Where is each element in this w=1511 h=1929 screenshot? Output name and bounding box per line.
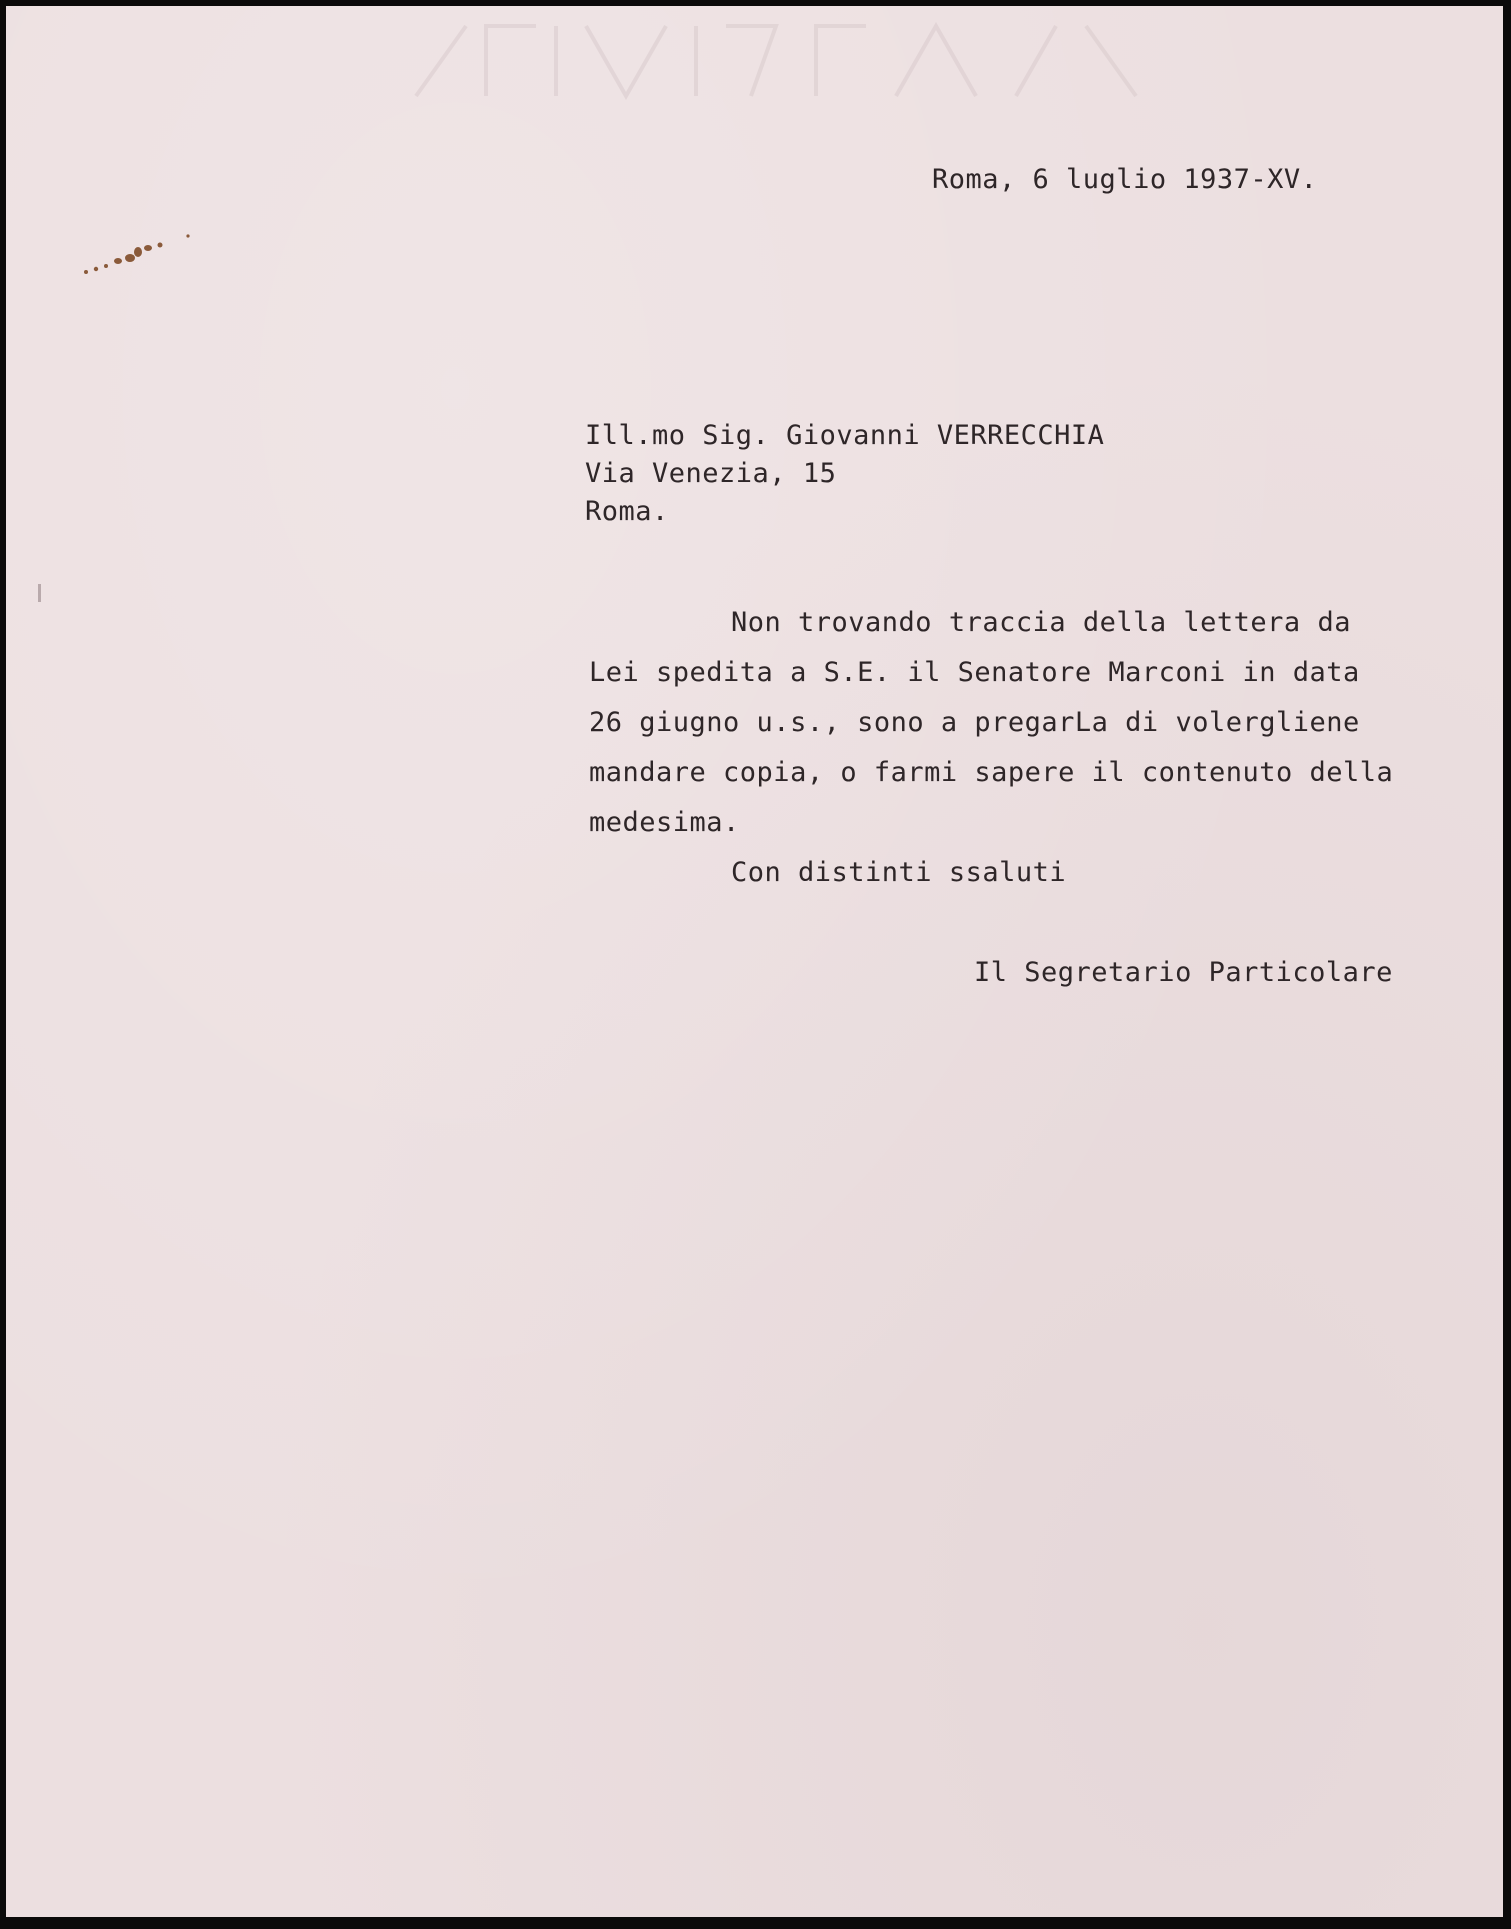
body-line-5: medesima. <box>589 807 740 838</box>
handwritten-mark-icon <box>78 214 208 284</box>
recipient-street: Via Venezia, 15 <box>585 458 837 489</box>
body-line-1: Non trovando traccia della lettera da <box>731 607 1351 638</box>
margin-mark <box>38 584 41 602</box>
body-line-2: Lei spedita a S.E. il Senatore Marconi in data <box>589 657 1360 688</box>
letter-page <box>6 6 1503 1917</box>
closing-salutation: Con distinti ssaluti <box>731 857 1067 888</box>
faint-letterhead-watermark <box>396 16 1196 106</box>
signature-title: Il Segretario Particolare <box>974 957 1393 988</box>
body-line-4: mandare copia, o farmi sapere il contenuto della <box>589 757 1394 788</box>
recipient-name: Ill.mo Sig. Giovanni VERRECCHIA <box>585 420 1105 451</box>
body-line-3: 26 giugno u.s., sono a pregarLa di volergliene <box>589 707 1360 738</box>
recipient-city: Roma. <box>585 496 669 527</box>
letter-date: Roma, 6 luglio 1937-XV. <box>932 164 1318 195</box>
